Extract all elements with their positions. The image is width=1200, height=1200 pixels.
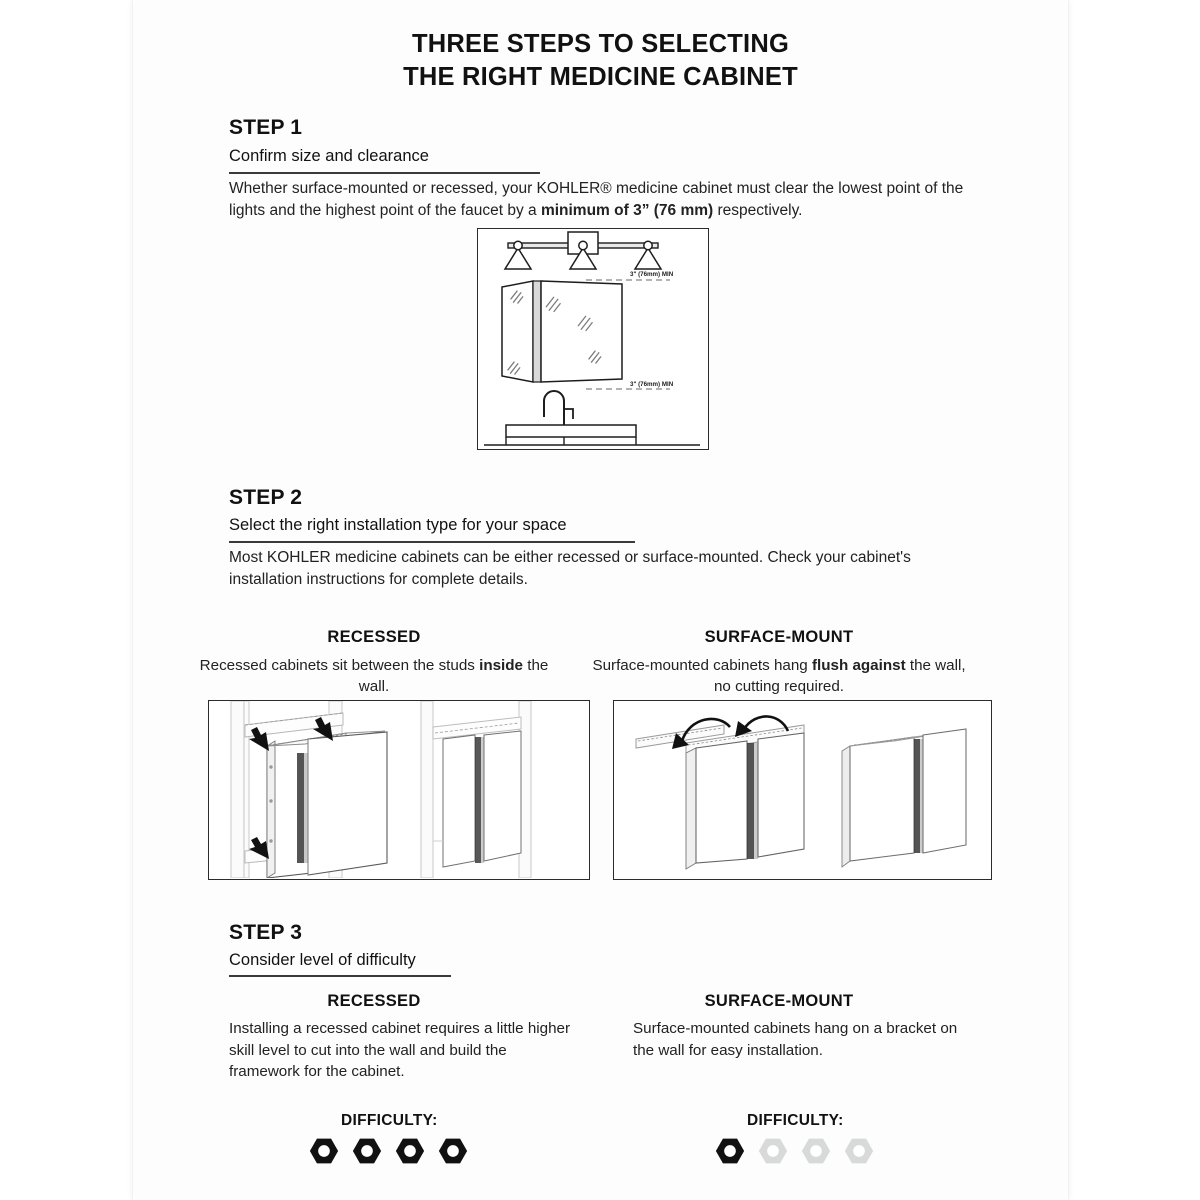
- medicine-cabinet-clearance-diagram: [478, 229, 707, 448]
- page-title-line-2: THE RIGHT MEDICINE CABINET: [403, 63, 798, 91]
- step-1-kicker: STEP 1: [229, 116, 303, 139]
- step-2-subtitle: Select the right installation type for your space: [229, 516, 567, 534]
- document-page: [133, 0, 1068, 1200]
- surface-mount-installation-drawing: [614, 701, 990, 878]
- step-2-recessed-caption-pre: Recessed cabinets sit between the studs: [199, 657, 480, 674]
- clearance-callout-top: 3" (76mm) MIN: [630, 271, 674, 278]
- step-2-surface-heading: SURFACE-MOUNT: [704, 628, 854, 646]
- hex-nut-icon-filled: [438, 1136, 468, 1166]
- step-1-body-part-2: respectively.: [713, 202, 803, 219]
- recessed-difficulty-meter: [309, 1136, 468, 1166]
- step-2-kicker: STEP 2: [229, 486, 303, 509]
- page-title: [133, 28, 1068, 94]
- step-3-rule: [229, 975, 451, 977]
- step-2-recessed-caption-emphasis: inside: [479, 657, 523, 674]
- surface-difficulty-label: DIFFICULTY:: [747, 1112, 844, 1129]
- step-2-recessed-illustration: [208, 700, 590, 880]
- hex-nut-icon-filled: [395, 1136, 425, 1166]
- step-1-figure: [477, 228, 709, 450]
- step-2-body-line-1: Most KOHLER medicine cabinets can be either recessed or surface-mounted. Check your: [229, 549, 846, 566]
- step-2-body: [229, 547, 981, 591]
- step-2-rule: [229, 541, 635, 543]
- step-3-surface-paragraph: Surface-mounted cabinets hang on a bracket on the wall for easy installation.: [633, 1020, 958, 1059]
- step-2-recessed-caption-post: the wall.: [358, 657, 549, 695]
- step-2-recessed-caption: [188, 655, 560, 697]
- page-content: [133, 0, 1068, 1200]
- step-1-body-part-1: Whether surface-mounted or recessed, your KOHLER® medicine cabinet must clear the lowest point of the lights and the highest point of the faucet by a: [229, 180, 964, 219]
- clearance-callout-bottom: 3" (76mm) MIN: [630, 381, 674, 388]
- hex-nut-icon-empty: [844, 1136, 874, 1166]
- recessed-difficulty-label: DIFFICULTY:: [341, 1112, 438, 1129]
- hex-nut-icon-filled: [309, 1136, 339, 1166]
- surface-difficulty-meter: [715, 1136, 874, 1166]
- step-2-body-line-2: cabinet's installation instructions for complete details.: [229, 549, 911, 588]
- step-3-recessed-paragraph: Installing a recessed cabinet requires a little higher skill level to cut into the wall and build the framework for the cabinet.: [229, 1020, 571, 1080]
- hex-nut-icon-empty: [801, 1136, 831, 1166]
- recessed-installation-drawing: [209, 701, 588, 878]
- step-1-body: [229, 178, 981, 222]
- step-2-surface-caption-pre: Surface-mounted cabinets hang: [592, 657, 812, 674]
- step-2-surface-caption-post: the wall, no cutting required.: [713, 657, 966, 695]
- step-2-surface-caption: [588, 655, 970, 697]
- step-3-subtitle: Consider level of difficulty: [229, 951, 416, 969]
- step-3-kicker: STEP 3: [229, 921, 303, 944]
- hex-nut-icon-filled: [352, 1136, 382, 1166]
- step-3-recessed-heading: RECESSED: [327, 992, 421, 1010]
- hex-nut-icon-filled: [715, 1136, 745, 1166]
- step-1-subtitle: Confirm size and clearance: [229, 147, 429, 165]
- step-1-body-emphasis: minimum of 3” (76 mm): [540, 202, 714, 219]
- hex-nut-icon-empty: [758, 1136, 788, 1166]
- step-3-surface-heading: SURFACE-MOUNT: [704, 992, 854, 1010]
- page-title-line-1: THREE STEPS TO SELECTING: [412, 30, 789, 58]
- step-2-surface-caption-emphasis: flush against: [811, 657, 906, 674]
- step-2-surface-illustration: [613, 700, 992, 880]
- step-2-recessed-heading: RECESSED: [327, 628, 421, 646]
- step-1-rule: [229, 172, 540, 174]
